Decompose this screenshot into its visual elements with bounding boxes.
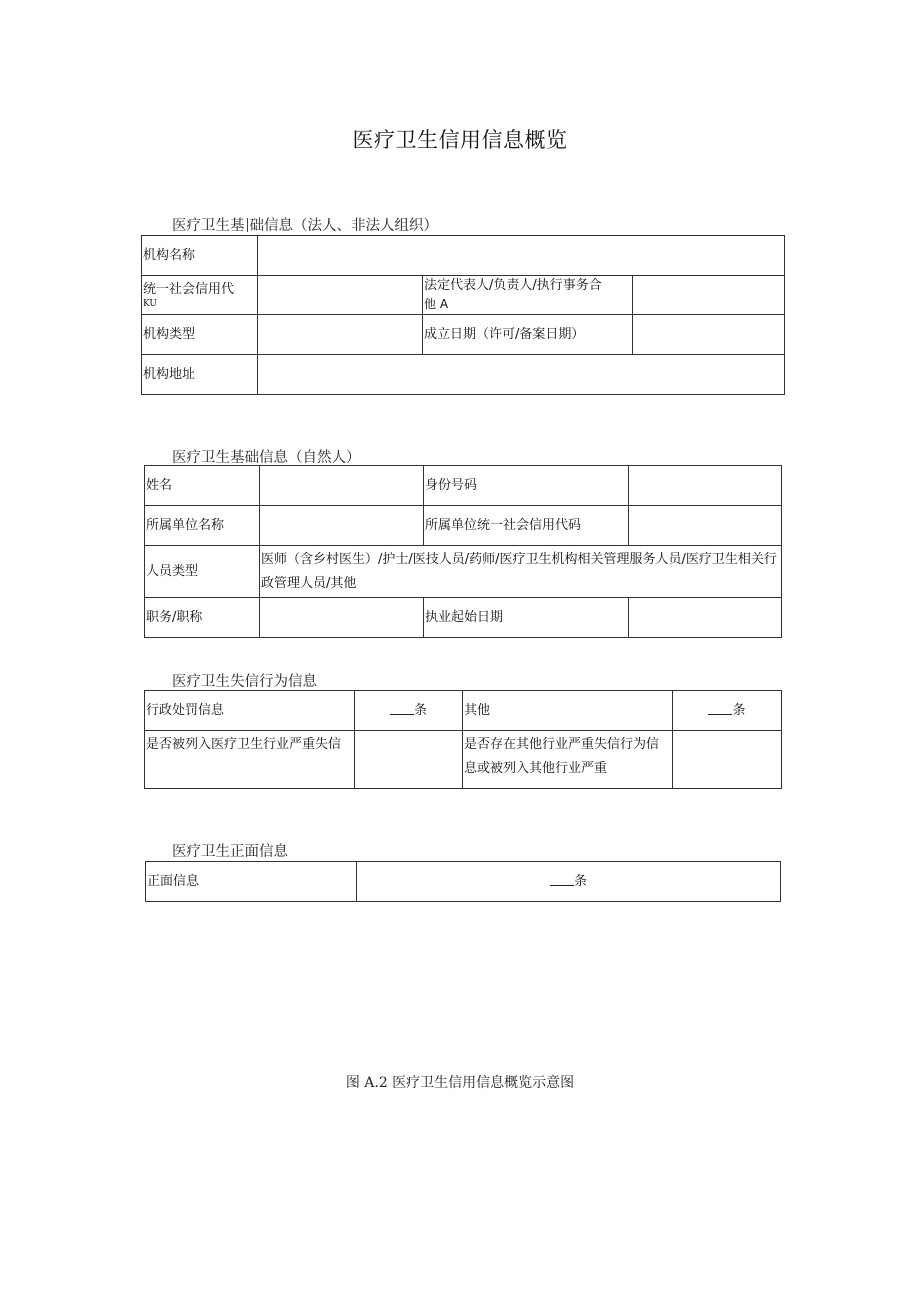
dishonest-section-title: 医疗卫生失信行为信息 bbox=[172, 674, 317, 690]
id-number-label: 身份号码 bbox=[424, 466, 629, 506]
org-address-label: 机构地址 bbox=[142, 355, 258, 395]
legal-rep-label: 法定代表人/负责人/执行事务合 bbox=[424, 277, 602, 293]
person-info-table bbox=[144, 465, 782, 638]
count-blank bbox=[708, 702, 732, 715]
person-type-value: 医师（含乡村医生）/护士/医技人员/药师/医疗卫生机构相关管理服务人员/医疗卫生相关行政管理人员/其他 bbox=[260, 546, 782, 598]
org-address-value bbox=[258, 355, 785, 395]
person-type-label: 人员类型 bbox=[145, 546, 260, 598]
person-name-value bbox=[260, 466, 424, 506]
page-title: 医疗卫生信用信息概览 bbox=[352, 128, 568, 152]
org-type-label: 机构类型 bbox=[142, 315, 258, 355]
serious-list-label: 是否被列入医疗卫生行业严重失信 bbox=[145, 731, 355, 789]
org-type-value bbox=[258, 315, 423, 355]
legal-rep-value bbox=[633, 276, 785, 315]
unit-credit-code-value bbox=[629, 506, 782, 546]
job-title-value bbox=[260, 598, 424, 638]
credit-code-value bbox=[258, 276, 423, 315]
positive-info-table bbox=[145, 861, 781, 902]
figure-caption: 图 A.2 医疗卫生信用信息概览示意图 bbox=[345, 1075, 575, 1091]
credit-code-label-cell bbox=[142, 276, 258, 315]
established-label: 成立日期（许可/备案日期） bbox=[423, 315, 633, 355]
established-value bbox=[633, 315, 785, 355]
org-section-title-a: 医疗卫生基 bbox=[172, 218, 245, 234]
other-label: 其他 bbox=[463, 691, 673, 731]
unit-name-label: 所属单位名称 bbox=[145, 506, 260, 546]
other-count bbox=[673, 691, 782, 731]
admin-penalty-unit: 条 bbox=[413, 702, 427, 718]
positive-info-count bbox=[357, 862, 781, 902]
dishonest-info-table bbox=[144, 690, 782, 789]
admin-penalty-label: 行政处罚信息 bbox=[145, 691, 355, 731]
org-section-title-b: 础信息（法人、非法人组织） bbox=[249, 218, 438, 234]
unit-credit-code-label: 所属单位统一社会信用代码 bbox=[424, 506, 629, 546]
positive-section-title: 医疗卫生正面信息 bbox=[172, 844, 288, 860]
org-name-value bbox=[258, 236, 785, 276]
other-industry-value bbox=[673, 731, 782, 789]
credit-code-label-tail: KU bbox=[143, 299, 157, 309]
legal-rep-label-cell bbox=[423, 276, 633, 315]
org-section-title bbox=[172, 214, 438, 235]
other-unit: 条 bbox=[732, 702, 746, 718]
positive-unit: 条 bbox=[573, 873, 587, 889]
serious-list-value bbox=[355, 731, 463, 789]
other-industry-label: 是否存在其他行业严重失信行为信息或被列入其他行业严重 bbox=[463, 731, 673, 789]
credit-code-label: 统一社会信用代 bbox=[143, 282, 235, 297]
unit-name-value bbox=[260, 506, 424, 546]
org-info-table bbox=[141, 235, 785, 395]
positive-info-label: 正面信息 bbox=[146, 862, 357, 902]
count-blank bbox=[390, 702, 414, 715]
person-section-title: 医疗卫生基础信息（自然人） bbox=[172, 450, 361, 466]
legal-rep-label-tail: 他 A bbox=[424, 296, 449, 311]
count-blank bbox=[550, 873, 574, 886]
id-number-value bbox=[629, 466, 782, 506]
org-name-label: 机构名称 bbox=[142, 236, 258, 276]
person-name-label: 姓名 bbox=[145, 466, 260, 506]
title-divider bbox=[247, 218, 248, 232]
job-title-label: 职务/职称 bbox=[145, 598, 260, 638]
admin-penalty-count bbox=[355, 691, 463, 731]
start-date-label: 执业起始日期 bbox=[424, 598, 629, 638]
start-date-value bbox=[629, 598, 782, 638]
